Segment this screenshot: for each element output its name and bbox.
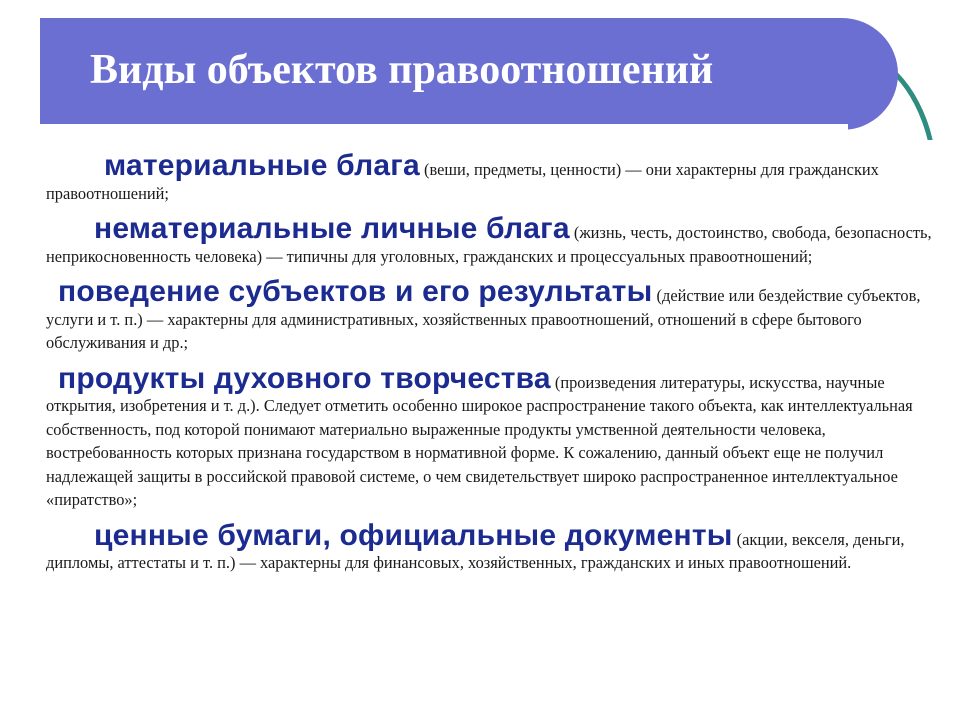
item-description: (действие или бездействие субъектов, услуги и т. п.) — характерны для административных, хозяйственных правоотношений, отношений в сфере бытового обслуживания и др.; bbox=[46, 286, 921, 352]
list-item-intangible-goods bbox=[46, 212, 946, 268]
list-item-material-goods bbox=[46, 149, 946, 205]
content-list bbox=[46, 149, 946, 587]
item-term: материальные блага bbox=[104, 149, 420, 182]
list-item-behavior bbox=[46, 275, 946, 355]
item-description: (веши, предметы, ценности) — они характерны для гражданских правоотношений; bbox=[46, 160, 879, 203]
item-description: (жизнь, честь, достоинство, свобода, безопасность, неприкосновенность человека) — типичны для уголовных, гражданских и процессуальных правоотношений; bbox=[46, 223, 932, 266]
item-term: нематериальные личные блага bbox=[94, 212, 570, 245]
slide-title: Виды объектов правоотношений bbox=[90, 47, 714, 93]
list-item-securities bbox=[46, 518, 946, 575]
item-term: поведение субъектов и его результаты bbox=[58, 275, 653, 308]
list-item-creative-products bbox=[46, 361, 946, 512]
item-term: ценные бумаги, официальные документы bbox=[94, 518, 733, 552]
title-underline bbox=[40, 124, 848, 130]
item-description: (акции, векселя, деньги, дипломы, аттестаты и т. п.) — характерны для финансовых, хозяйственных, гражданских и иных правоотношений. bbox=[46, 529, 905, 572]
item-description: (произведения литературы, искусства, научные открытия, изобретения и т. д.). Следует отметить особенно широкое распространение такого объекта, как интеллектуальная собственность, под которой понимают материально выраженные продукты умственной деятельности человека, востребованность которых признана государством в нормативной форме. К сожалению, данный объект еще не получил надлежащей защиты в российской правовой системе, о чем свидетельствует широко распространенное интеллектуальное «пиратство»; bbox=[46, 372, 913, 509]
item-term: продукты духовного творчества bbox=[58, 361, 551, 395]
